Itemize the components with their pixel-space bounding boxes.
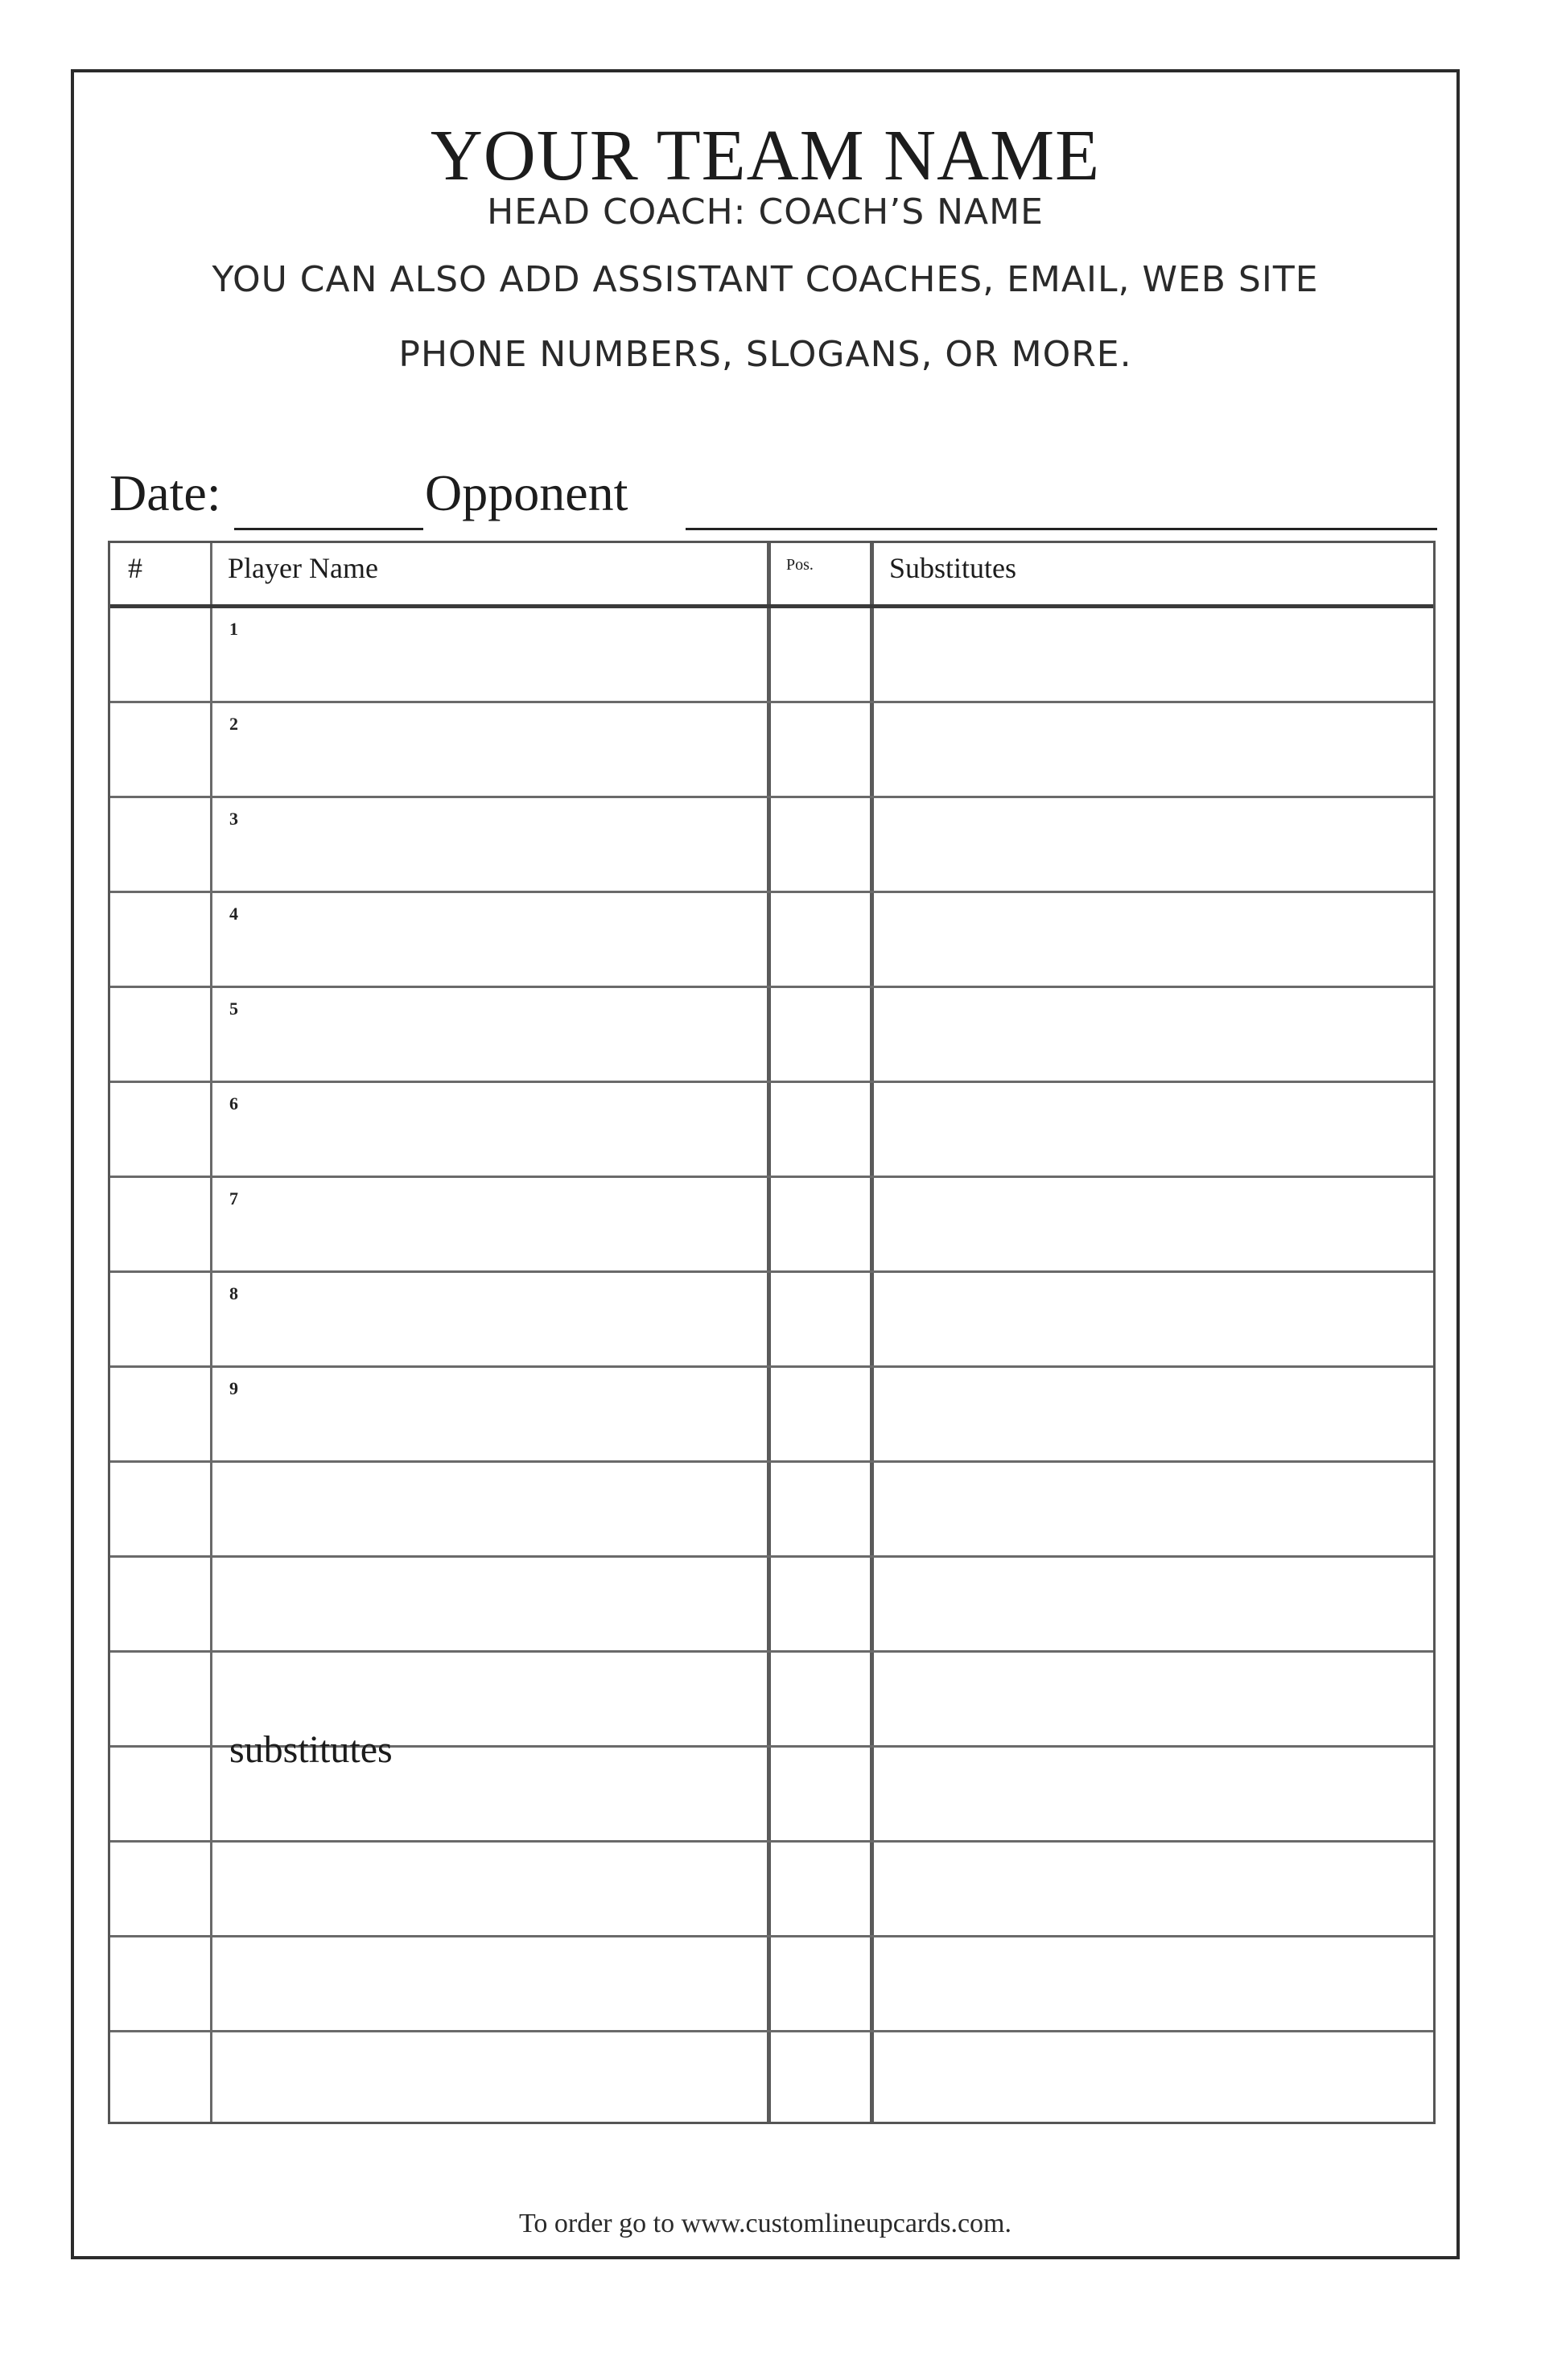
date-blank-line[interactable] <box>234 528 423 530</box>
row-divider <box>110 2030 1433 2032</box>
batting-order-number: 9 <box>229 1378 238 1398</box>
row-divider <box>110 1650 1433 1653</box>
column-header-position: Pos. <box>786 556 814 574</box>
order-footer: To order go to www.customlineupcards.com. <box>519 2209 1011 2238</box>
batting-order-number: 5 <box>229 999 238 1019</box>
substitutes-label: substitutes <box>229 1728 393 1771</box>
head-coach-line: HEAD COACH: COACH’S NAME <box>487 191 1044 233</box>
batting-order-number: 3 <box>229 809 238 829</box>
column-divider <box>210 543 212 2122</box>
batting-order-number: 4 <box>229 904 238 924</box>
row-divider <box>110 1555 1433 1558</box>
lineup-card <box>71 69 1460 2259</box>
column-header-number: # <box>128 552 142 584</box>
row-divider <box>110 986 1433 988</box>
batting-order-number: 1 <box>229 619 238 639</box>
row-divider <box>110 796 1433 798</box>
opponent-label: Opponent <box>425 464 628 521</box>
info-line-2: PHONE NUMBERS, SLOGANS, OR MORE. <box>398 334 1132 375</box>
date-label: Date: <box>109 464 221 521</box>
header-divider <box>110 604 1433 608</box>
row-divider <box>110 1270 1433 1273</box>
opponent-blank-line[interactable] <box>686 528 1437 530</box>
team-name: YOUR TEAM NAME <box>430 116 1101 196</box>
row-divider <box>110 1935 1433 1937</box>
batting-order-number: 6 <box>229 1093 238 1114</box>
row-divider <box>110 701 1433 703</box>
batting-order-number: 8 <box>229 1283 238 1303</box>
row-divider <box>110 1365 1433 1368</box>
column-divider <box>767 543 771 2122</box>
batting-order-number: 2 <box>229 714 238 734</box>
column-header-substitutes: Substitutes <box>889 552 1017 584</box>
date-opponent-row <box>109 463 1429 536</box>
row-divider <box>110 1176 1433 1178</box>
batting-order-number: 7 <box>229 1188 238 1209</box>
row-divider <box>110 891 1433 893</box>
lineup-table <box>108 541 1436 2124</box>
info-line-1: YOU CAN ALSO ADD ASSISTANT COACHES, EMAIL, WEB SITE <box>212 259 1319 300</box>
row-divider <box>110 1460 1433 1463</box>
row-divider <box>110 1081 1433 1083</box>
column-header-player-name: Player Name <box>228 552 378 584</box>
column-divider <box>870 543 874 2122</box>
row-divider <box>110 1840 1433 1843</box>
